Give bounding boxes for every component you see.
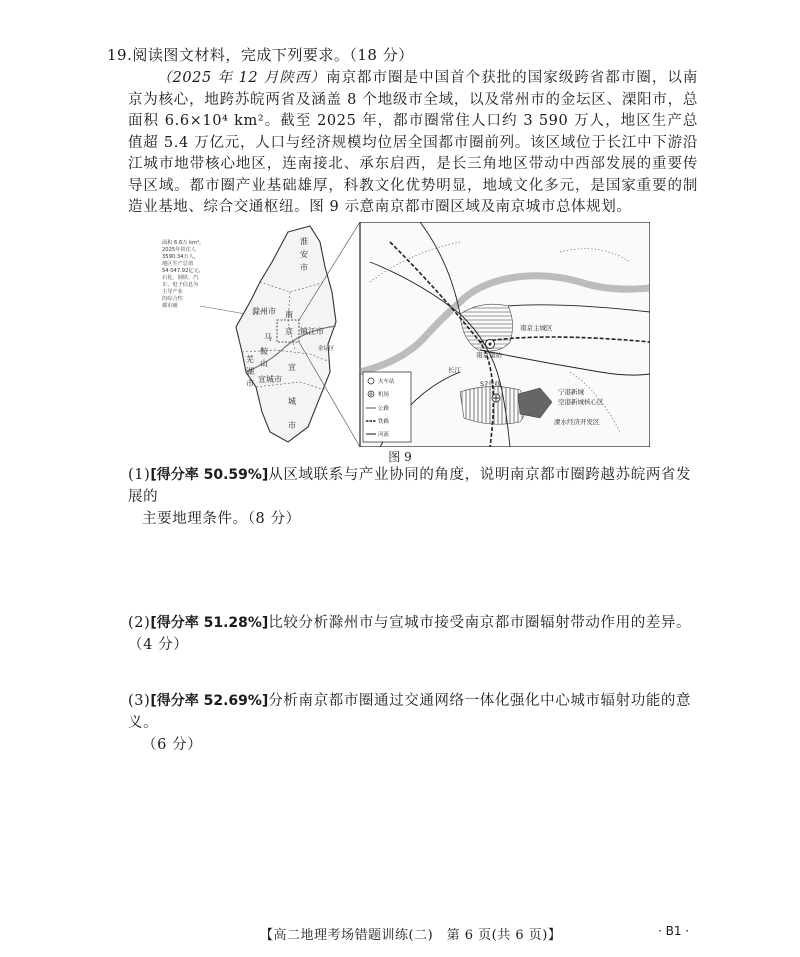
map-note-line: 2025年常住人 [162, 247, 196, 253]
legend-label: 铁路 [378, 419, 390, 425]
legend-label: 火车站 [378, 379, 395, 385]
map-note [162, 238, 201, 309]
subquestion-continuation: （6 分） [142, 737, 203, 753]
label-south-1: 宁港新城 [558, 388, 584, 396]
label-maanshan: 马 [264, 333, 272, 342]
map-note-line: 石化、钢铁、汽 [162, 275, 199, 281]
label-wuhu: 湖 [246, 367, 254, 376]
subquestion-number: (3) [128, 693, 151, 709]
subquestion-number: (2) [128, 615, 151, 631]
nanjing-plan-map [360, 222, 650, 447]
figure-9-maps [160, 222, 650, 447]
label-huaian: 淮 [300, 237, 308, 246]
legend-label: 机场 [378, 392, 390, 398]
score-rate: [得分率 50.59%] [150, 467, 269, 483]
train-station-icon [368, 378, 374, 384]
label-maanshan: 鞍 [260, 347, 268, 356]
map-note-line: 主导产业 [162, 289, 183, 295]
label-river: 长江 [448, 366, 461, 374]
map-note-line: 车、电子信息为 [162, 282, 199, 288]
label-huaian: 安 [300, 250, 308, 259]
label-huaian: 市 [300, 263, 308, 272]
map-note-line: 地区生产总值 [162, 261, 194, 267]
question-heading: 19.阅读图文材料，完成下列要求。（18 分） [107, 46, 414, 64]
label-xuancheng: 城 [288, 397, 296, 406]
subquestion-number: (1) [128, 467, 151, 483]
score-rate: [得分率 51.28%] [150, 615, 269, 631]
label-south-2: 空港新城核心区 [558, 398, 604, 406]
label-xuancheng: 市 [288, 421, 296, 430]
map-legend [363, 372, 411, 442]
map-note-line: 54 047.92亿元, [162, 268, 201, 274]
label-main-urban: 南京主城区 [520, 324, 553, 332]
subquestion-2 [128, 612, 700, 656]
label-wuhu: 芜 [246, 355, 254, 364]
map-note-line: 都市圈 [162, 303, 178, 309]
score-rate: [得分率 52.69%] [150, 693, 269, 709]
legend-label: 河流 [378, 432, 390, 438]
map-note-line: 的综合性 [162, 296, 183, 302]
label-xuancheng: 宣城市 [258, 375, 282, 384]
label-zhenjiang: 镇江市 [300, 327, 324, 336]
passage-source: （2025 年 12 月陕西） [157, 70, 326, 86]
page-code: · B1 · [658, 924, 690, 938]
passage-text: 南京都市圈是中国首个获批的国家级跨省都市圈，以南京为核心，地跨苏皖两省及涵盖 8 个地级市全域，以及常州市的金坛区、溧阳市，总面积 6.6×10⁴ km²。截至 2025 年，都市圈常住人口约 3 590 万人，地区生产总值超 5.4 万亿元，人口与经济规模均位居全国都市圈前列。该区域位于长江中下游沿江城市地带核心地区，连南接北、承东启西，是长三角地区带动中西部发展的重要传导区域。都市圈产业基础雄厚，科教文化优势明显，地域文化多元，是国家重要的制造业基地、综合交通枢纽。图 9 示意南京都市圈区域及南京城市总体规划。 [128, 70, 698, 215]
label-nanjing: 南 [285, 310, 293, 319]
label-wuhu: 市 [246, 379, 254, 388]
figure-caption: 图 9 [388, 450, 412, 464]
page-footer: 【高二地理考场错题训练(二) 第 6 页(共 6 页)】 [260, 928, 562, 943]
label-station: 南京南站 [476, 351, 502, 359]
subquestion-1 [128, 464, 700, 530]
legend-label: 公路 [378, 406, 390, 412]
label-jintan: 金坛区 [318, 346, 335, 352]
subquestion-text: 从区域联系与产业协同的角度，说明南京都市圈跨越苏皖两省发展的 [128, 467, 692, 505]
map-note-line: 3590.34万人, [162, 254, 196, 260]
subquestion-text: 比较分析滁州市与宣城市接受南京都市圈辐射带动作用的差异。（4 分） [128, 615, 692, 653]
label-chuzhou: 滁州市 [252, 307, 276, 316]
subquestion-3 [128, 690, 700, 756]
label-road: S7号线 [480, 380, 502, 388]
label-south-3: 溧水经济开发区 [554, 418, 600, 426]
subquestion-text: 分析南京都市圈通过交通网络一体化强化中心城市辐射功能的意义。 [128, 693, 692, 731]
regional-map [162, 222, 360, 447]
map-note-line: 面积 6.6万 km², [162, 240, 201, 246]
label-xuancheng: 宣 [288, 363, 296, 372]
question-passage [128, 68, 698, 219]
label-nanjing: 京 [285, 327, 293, 336]
label-maanshan: 山 [260, 359, 268, 368]
subquestion-continuation: 主要地理条件。（8 分） [142, 511, 301, 527]
